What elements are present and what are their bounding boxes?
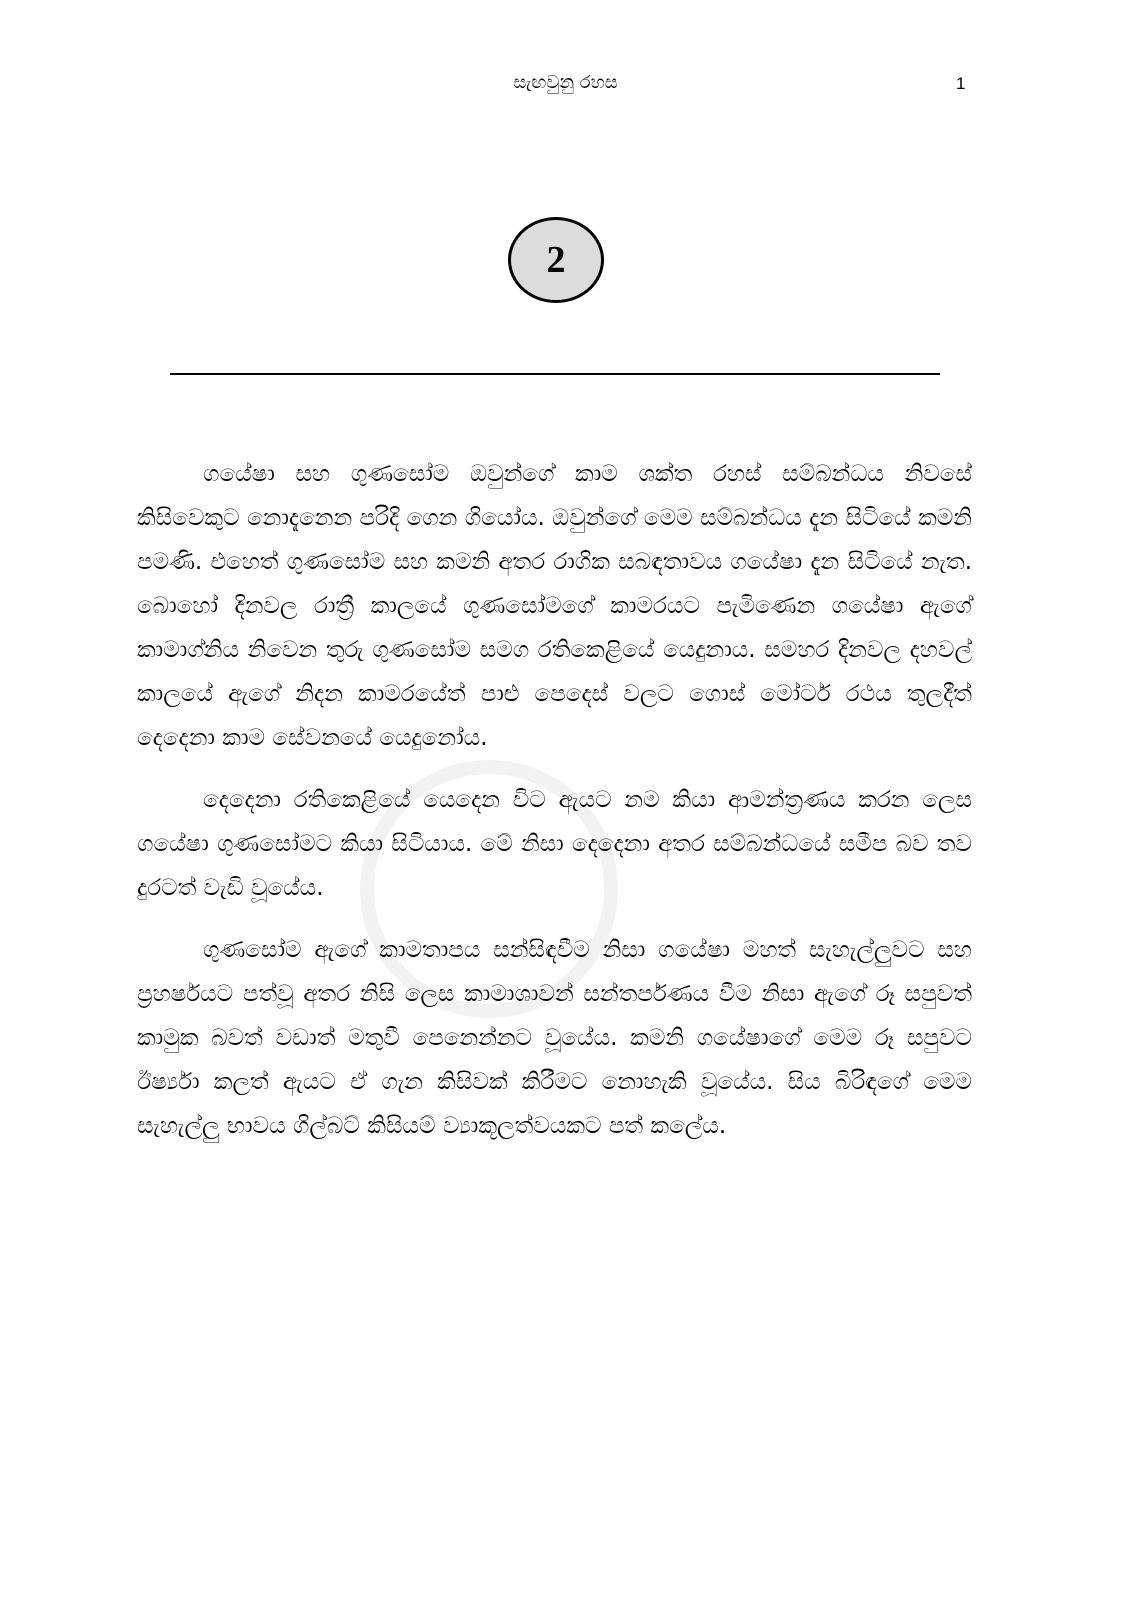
body-text — [137, 452, 972, 1166]
paragraph: ගයේෂා සහ ගුණසෝම ඔවුන්ගේ කාම ශක්ත රහස් සම්බන්ධය නිවසේ කිසිවෙකුට නොදැනෙන පරිදි ගෙන ගියෝය. ඔවුන්ගේ මෙම සම්බන්ධය දැන සිටියේ කමනි පමණි. එහෙත් ගුණසෝම සහ කමනි අතර රාගික සබඳතාවය ගයේෂා දැන සිටියේ නැත. බොහෝ දිනවල රාත්‍රී කාලයේ ගුණසෝමගේ කාමරයට පැමිණෙන ගයේෂා ඇගේ කාමාග්නිය නිවෙන තුරු ගුණසෝම සමග රතිකෙළියේ යෙදුනාය. සමහර දිනවල දහවල් කාලයේ ඇගේ නිදන කාමරයේත් පාළු පෙදෙස් වලට ගොස් මෝටර් රථය තුලදීත් දෙදෙනා කාම සේවනයේ යෙදුනෝය. — [137, 461, 972, 751]
paragraph: ගුණසෝම ඇගේ කාමතාපය සන්සිඳවීම නිසා ගයේෂා මහත් සැහැල්ලුවට සහ ප්‍රහර්ෂයට පත්වූ අතර නිසි ලෙස කාමාශාවන් සන්තර්පණය වීම නිසා ඇගේ රූ සපුවත් කාමුක බවත් වඩාත් මතුවී පෙනෙන්නට වූයේය. කමනි ගයේෂාගේ මෙම රූ සපුවට ඊර්ෂ්‍යා කලත් ඇයට ඒ ගැන කිසිවක් කිරීමට නොහැකි වූයේය. සිය බිරිඳගේ මෙම සැහැල්ලු භාවය ගිල්බට් කිසියම් ව්‍යාකූලත්වයකට පත් කලේය. — [137, 937, 972, 1139]
chapter-number: 2 — [546, 239, 566, 281]
running-header-title: සැඟවුනු රහස — [513, 72, 618, 93]
page-number: 1 — [956, 74, 966, 93]
paragraph: දෙදෙනා රතිකෙළියේ යෙදෙන විට ඇයට නම කියා ආමන්ත්‍රණය කරන ලෙස ගයේෂා ගුණසෝමට කියා සිටියාය. මේ නිසා දෙදෙනා අතර සම්බන්ධයේ සමීප බව තව දුරටත් වැඩි වූයේය. — [137, 787, 972, 901]
horizontal-divider — [170, 373, 940, 375]
chapter-number-badge — [508, 217, 604, 303]
